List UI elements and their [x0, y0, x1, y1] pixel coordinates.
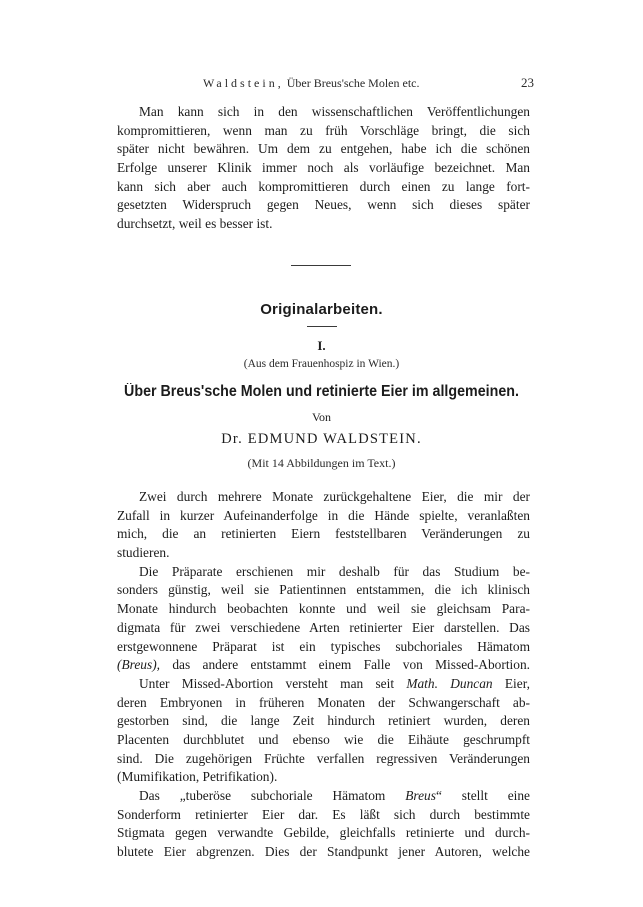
- text-line: [117, 787, 530, 806]
- heading-underline-rule: [307, 326, 337, 327]
- text-line: kann sich aber auch kompromittieren durch einen zu lange fort-: [117, 178, 530, 194]
- text-line: Stigmata gegen verwandte Gebilde, gleichfalls retinierte und durch-: [117, 825, 530, 841]
- text-line: erstgewonnene Präparat ist ein typisches subchoriales Hämatom: [117, 638, 530, 654]
- text-line: [117, 656, 530, 675]
- separator-rule: [291, 265, 351, 266]
- section-heading: Originalarbeiten.: [260, 301, 383, 318]
- byline-von: Von: [311, 410, 332, 424]
- article-number: I.: [317, 338, 326, 353]
- intro-paragraph: [117, 103, 530, 234]
- text-line: deren Embryonen in früheren Monaten der Schwangerschaft ab-: [117, 694, 530, 710]
- text-line: Die Präparate erschienen mir deshalb für das Studium be-: [139, 563, 530, 579]
- text-line: blutete Eier abgrenzen. Dies der Standpunkt jener Autoren, welche: [117, 844, 530, 860]
- text-line: Sonderform retinierter Eier dar. Es läßt sich durch bestimmte: [117, 806, 530, 822]
- running-head: [118, 76, 534, 92]
- text-line: (Mumifikation, Petrifikation).: [117, 769, 278, 785]
- text-line: sind. Die zugehörigen Früchte verfallen regressiven Veränderungen: [117, 750, 530, 766]
- text-line: studieren.: [117, 545, 170, 561]
- text-fragment: “ stellt eine: [435, 788, 530, 803]
- text-line: mich, die an retinierten Eiern feststellbaren Veränderungen zu: [117, 526, 530, 542]
- text-line: später nicht bewähren. Um dem zu entgehen, habe ich die schönen: [117, 141, 530, 157]
- breus-citation: Breus: [405, 788, 436, 803]
- text-line: Zufall in kurzer Aufeinanderfolge in die Hände spielte, veranlaßten: [117, 507, 530, 523]
- body-text: [117, 488, 530, 862]
- figures-note: (Mit 14 Abbildungen im Text.): [247, 456, 396, 470]
- text-fragment: das andere entstammt einem Falle von Missed-Abortion.: [172, 657, 530, 673]
- article-title: Über Breus'sche Molen und retinierte Eier im allgemeinen.: [124, 383, 519, 400]
- text-fragment: Eier,: [504, 675, 530, 691]
- text-line: Monate hindurch beobachten konnte und weil sie gleichsam Para-: [117, 601, 530, 617]
- text-line: sonders günstig, weil sie Patientinnen entstammen, die ich klinisch: [117, 582, 530, 598]
- article-origin: (Aus dem Frauenhospiz in Wien.): [243, 358, 400, 370]
- text-line: Zwei durch mehrere Monate zurückgehaltene Eier, die mir der: [139, 489, 530, 504]
- text-fragment: Unter Missed-Abortion versteht man seit: [139, 675, 395, 691]
- text-line: durchsetzt, weil es besser ist.: [117, 216, 273, 232]
- text-line: Man kann sich in den wissenschaftlichen Veröffentlichungen: [139, 104, 530, 119]
- text-line: Placenten durchblutet und ebenso wie die Eihäute geschrumpft: [117, 731, 530, 747]
- running-head-title: Über Breus'sche Molen etc.: [286, 76, 420, 90]
- text-line: Erfolge unserer Klinik immer noch als vorläufige bezeichnet. Man: [117, 160, 530, 176]
- breus-citation: (Breus),: [117, 657, 161, 673]
- duncan-citation: Math. Duncan: [406, 675, 493, 691]
- running-head-text: [203, 76, 420, 91]
- running-head-author: Waldstein,: [203, 76, 284, 90]
- text-line: gestorben sind, die lange Zeit hindurch retiniert wurden, deren: [117, 713, 530, 729]
- text-fragment: Das „tuberöse subchoriale Hämatom: [139, 788, 386, 803]
- text-line: gesetzten Widerspruch gegen Neues, wenn sich dieses später: [117, 197, 530, 213]
- article-author: Dr. EDMUND WALDSTEIN.: [221, 431, 422, 447]
- text-line: digmata für zwei verschiedene Arten retinierter Eier darstellen. Das: [117, 619, 530, 635]
- page-number: 23: [521, 75, 534, 90]
- text-line: [117, 675, 530, 694]
- text-line: kompromittieren, wenn man zu früh Vorschläge bringt, die sich: [117, 122, 530, 138]
